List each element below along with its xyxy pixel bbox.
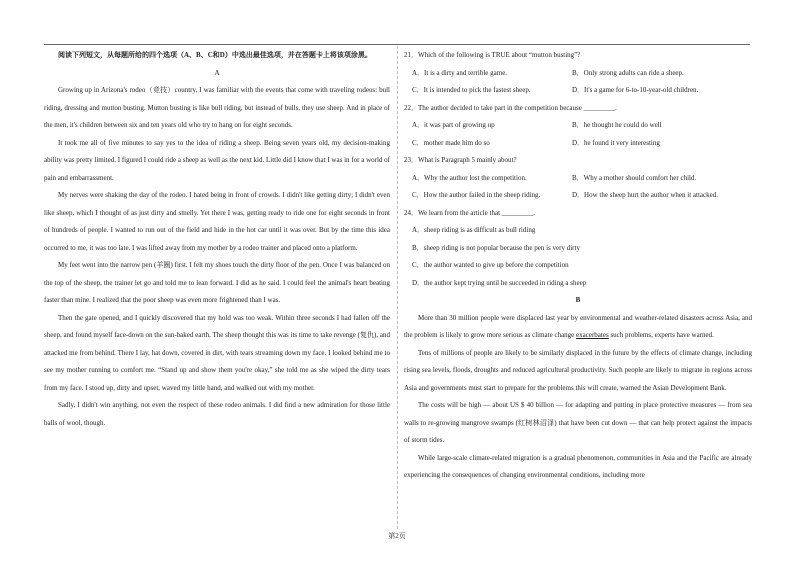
question-24: 24．We learn from the article that _________.	[404, 208, 536, 217]
underlined-word: exacerbates	[576, 331, 609, 339]
option-22-c: C．mother made him do so	[412, 138, 490, 147]
option-21-d: D．It's a game for 6-to-10-year-old children.	[572, 86, 699, 94]
option-24-c: C．the author wanted to give up before the competition	[412, 261, 569, 269]
question-21-options-row-1	[404, 65, 752, 83]
header-rule	[44, 44, 750, 45]
paragraph-3: My nerves were shaking the day of the rodeo. I hated being in front of crowds. I didn't like getting dirty; I didn't even like sheep, which I thought of as just dirty and smelly. Yet there I was, getting ready to ride one for eight seconds in front of hundreds of people. I wanted to run out of the field and hide in the hot car until it was over. But by the time this idea occurred to me, it was too late. I was lifted away from my mother by a rodeo trainer and placed onto a platform.	[44, 191, 390, 252]
option-23-a: A．Why the author lost the competition.	[412, 173, 527, 182]
question-21-options-row-2	[404, 82, 752, 100]
question-22-options-row-1	[404, 117, 752, 135]
section-b-paragraph-4: While large-scale climate-related migration is a gradual phenomenon, communities in Asia and the Pacific are already experiencing the consequences of changing environmental conditions, including more	[404, 453, 752, 479]
question-23-options-row-1	[404, 170, 752, 188]
question-22-options-row-2	[404, 135, 752, 153]
option-23-b: B．Why a mother should comfort her child.	[572, 173, 697, 182]
option-22-a: A．it was part of growing up	[412, 121, 495, 129]
right-column	[404, 47, 752, 485]
option-21-a: A．It is a dirty and terrible game.	[412, 68, 508, 77]
left-column	[44, 47, 390, 432]
option-21-b: B．Only strong adults can ride a sheep.	[572, 68, 684, 77]
option-24-b: B．sheep riding is not popular because the pen is very dirty	[412, 243, 580, 252]
section-b-paragraph-2: Tens of millions of people are likely to be similarly displaced in the future by the effects of climate change, including rising sea levels, floods, droughts and reduced agricultural productivity. Such people are likely to migrate in regions across Asia and governments must start to prepare for the problems this will create, warned the Asian Development Bank.	[404, 348, 752, 392]
option-22-b: B．he thought he could do well	[572, 121, 662, 129]
question-22: 22．The author decided to take part in the competition because _________.	[404, 103, 617, 112]
paragraph-4: My feet went into the narrow pen (羊圈) first. I felt my shoes touch the dirty floor of the pen. Once I was balanced on the top of the sheep, the trainer let go and told me to lean forward. I did as he said. I could feel the animal's heart beating faster than mine. I realized that the poor sheep was even more frightened than I was.	[44, 261, 390, 304]
paragraph-1: Growing up in Arizona's rodeo（竞技）country, I was familiar with the events that come with traveling rodeos: bull riding, dressing and mutton busting. Mutton busting is like bull riding, but instead of bulls, they use sheep. And in place of the men, it's children between six and ten years old who try to hang on for eight seconds.	[44, 86, 390, 129]
section-a-label: A	[214, 68, 220, 77]
option-22-d: D．he found it very interesting	[572, 138, 660, 147]
option-23-c: C．How the author failed in the sheep riding.	[412, 191, 541, 199]
paragraph-2: It took me all of five minutes to say yes to the idea of riding a sheep. Being seven years old, my decision-making ability was pretty limited. I figured I could ride a sheep as well as the next kid. Little did I know that I was in for a world of pain and embarrassment.	[44, 138, 390, 182]
option-24-d: D．the author kept trying until he succeeded in riding a sheep	[412, 278, 587, 287]
paragraph-5: Then the gate opened, and I quickly discovered that my hold was too weak. Within three seconds I had fallen off the sheep, and found myself face-down on the sun-baked earth. The sheep thought this was its time to take revenge (复仇), and attacked me from behind. There I lay, hat down, covered in dirt, with tears streaming down my face. I looked behind me to see my mother running to comfort me. “Stand up and show them you're okay,” she told me as she wiped the dirty tears from my face. I stood up, dirty and upset, waved my little hand, and walked out with my mother.	[44, 313, 390, 392]
option-23-d: D．How the sheep hurt the author when it attacked.	[572, 191, 718, 199]
option-21-c: C．It is intended to pick the fastest sheep.	[412, 86, 531, 94]
section-b-paragraph-1: More than 30 million people were displaced last year by environmental and weather-related disasters across Asia, and the problem is likely to grow more serious as climate change exacerbates such problems, experts have warned.	[404, 313, 752, 339]
page-number: 第2页	[388, 532, 406, 540]
question-21: 21．Which of the following is TRUE about “mutton busting”?	[404, 51, 581, 59]
paragraph-6: Sadly, I didn't win anything, not even the respect of these rodeo animals. I did find a new admiration for those little balls of wool, though.	[44, 401, 390, 427]
instructions: 阅读下列短文，从每题所给的四个选项（A、B、C和D）中选出最佳选项，并在答题卡上将该项涂黑。	[58, 51, 372, 59]
question-23: 23．What is Paragraph 5 mainly about?	[404, 156, 517, 164]
column-divider	[397, 46, 398, 529]
option-24-a: A．sheep riding is as difficult as bull riding	[412, 226, 536, 234]
question-23-options-row-2	[404, 187, 752, 205]
section-b-paragraph-3: The costs will be high — about US $ 40 billion — for adapting and putting in place protective measures — from sea walls to re-growing mangrove swamps (红树林沼泽) that have been cut down — that can help protect against the impacts of storm tides.	[404, 401, 752, 444]
section-b-label: B	[575, 296, 581, 304]
